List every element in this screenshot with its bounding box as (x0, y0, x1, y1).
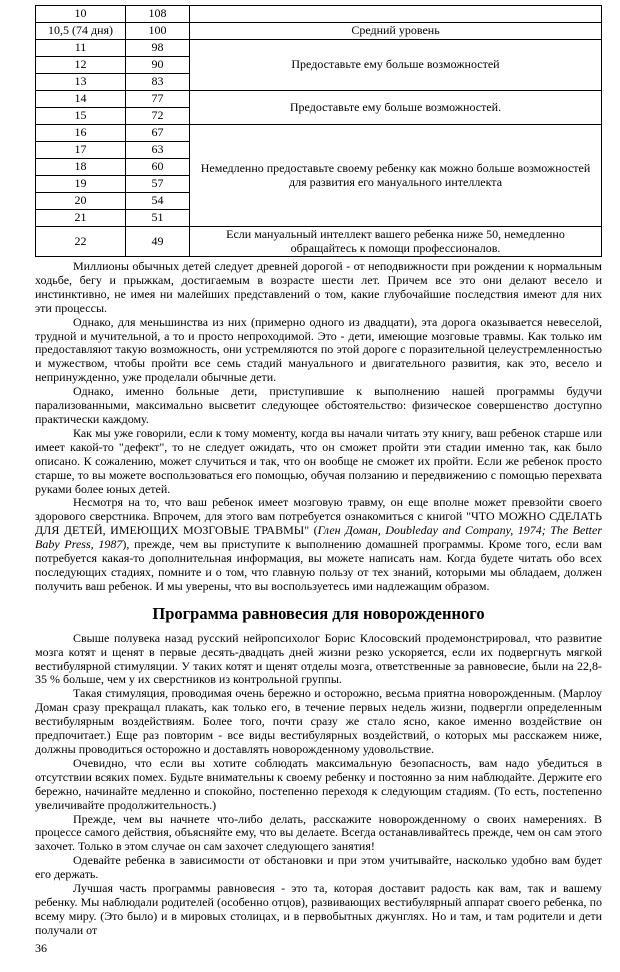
table-row (36, 23, 602, 40)
page-number: 36 (35, 940, 47, 955)
section-heading: Программа равновесия для новорожденного (152, 603, 485, 623)
table-row (36, 6, 602, 23)
age-cell: 13 (36, 74, 126, 91)
age-cell: 19 (36, 176, 126, 193)
table-row (36, 125, 602, 142)
body-section-2 (35, 632, 602, 938)
age-cell: 18 (36, 159, 126, 176)
paragraph: Такая стимуляция, проводимая очень бережно и осторожно, весьма приятна новорожденным. (Марлоу Доман сразу прекращал плакать, как только его, в течение первых недель жизни, подвергли определенным вестибулярным воздействиям. Более того, почти сразу же стало ясно, какое именно воздействие он предпочитает.) Еще раз повторим - все виды вестибулярных воздействий, о которых мы расскажем ниже, должны проводиться осторожно и доставлять новорожденному удовольствие. (35, 686, 602, 756)
age-cell: 11 (36, 40, 126, 57)
note-cell: Предоставьте ему больше возможностей (190, 40, 602, 91)
paragraph (35, 496, 602, 593)
age-cell: 15 (36, 108, 126, 125)
note-cell (190, 6, 602, 23)
score-cell: 108 (126, 6, 190, 23)
paragraph: Миллионы обычных детей следует древней дорогой - от неподвижности при рождении к нормальным ходьбе, бегу и прыжкам, достигаемым в возрасте шести лет. Причем все это они делают весело и инстинктивно, не имея ни малейших представлений о том, какие глубочайшие последствия имеют для них эти процессы. (35, 259, 602, 315)
table-row (36, 40, 602, 57)
score-cell: 100 (126, 23, 190, 40)
paragraph-text: ), прежде, чем вы приступите к выполнению домашней программы. Кроме того, если вам потребуется какая-то дополнительная информация, вы можете написать нам. Когда будете читать обо всех последующих стадиях, помните и о том, что главную пользу от тех знаний, которыми мы обладаем, должен получить ваш ребенок. И мы уверены, что вы воспользуетесь ими надлежащим образом. (35, 537, 602, 593)
paragraph: Лучшая часть программы равновесия - это та, которая доставит радость как вам, так и вашему ребенку. Мы наблюдали родителей (особенно отцов), развивающих вестибулярный аппарат своего ребенка, по всему миру. (Это было) и в мировых столицах, и в первобытных джунглях. Но и там, и там родители и дети получали от (35, 881, 602, 937)
age-cell: 21 (36, 210, 126, 227)
paragraph: Как мы уже говорили, если к тому моменту, когда вы начали читать эту книгу, ваш ребенок старше или имеет какой-то "дефект", то не следует ожидать, что он сможет пройти эти стадии именно так, как было описано. К сожалению, может случиться и так, что он вообще не сможет их пройти. Если же ребенок просто старше, то вы можете воспользоваться его помощью, обучая ползанию и передвижению с помощью перехвата руками более юных детей. (35, 425, 602, 496)
table-row (36, 91, 602, 108)
citation-italic: Глен Доман, Doubleday and Company, 1974; The Better Baby Press, 1987 (35, 523, 602, 552)
age-cell: 10 (36, 6, 126, 23)
age-cell: 22 (36, 227, 126, 257)
score-cell: 67 (126, 125, 190, 142)
score-cell: 57 (126, 176, 190, 193)
age-cell: 12 (36, 57, 126, 74)
score-cell: 49 (126, 227, 190, 257)
note-cell: Предоставьте ему больше возможностей. (190, 91, 602, 125)
age-cell: 16 (36, 125, 126, 142)
paragraph: Очевидно, что если вы хотите соблюдать максимальную безопасность, вам надо убедиться в отсутствии всяких помех. Будьте внимательны к своему ребенку и постоянно за ним наблюдайте. Держите его бережно, начинайте медленно и спокойно, постепенно переходя к следующим стадиям. (То есть, постепенно увеличивайте продолжительность.) (35, 755, 602, 812)
note-cell: Если мануальный интеллект вашего ребенка ниже 50, немедленно обращайтесь к помощи профессионалов. (190, 227, 602, 257)
score-cell: 60 (126, 159, 190, 176)
paragraph: Однако, для меньшинства из них (примерно одного из двадцати), эта дорога оказывается невеселой, трудной и мучительной, а то и просто непроходимой. Это - дети, имеющие мозговые травмы. Как только им предоставляют такую возможность, они устремляются по этой дороге с поразительной целеустремленностью и мужеством, чтобы пройти все семь стадий мануального и двигательного развития, как это, весело и непринужденно, уже проделали обычные дети. (35, 314, 602, 385)
paragraph-text: Несмотря на то, что ваш ребенок имеет мозговую травму, он еще вполне может превзойти своего здорового сверстника. Впрочем, для этого вам потребуется ознакомиться с книгой "ЧТО МОЖНО СДЕЛАТЬ ДЛЯ ДЕТЕЙ, ИМЕЮЩИХ МОЗГОВЫЕ ТРАВМЫ" ( (35, 495, 602, 538)
age-cell: 14 (36, 91, 126, 108)
score-cell: 63 (126, 142, 190, 159)
age-cell: 10,5 (74 дня) (36, 23, 126, 40)
note-cell: Немедленно предоставьте своему ребенку как можно больше возможностей для развития его мануального интеллекта (190, 125, 602, 227)
manual-intelligence-table (35, 5, 602, 257)
score-cell: 51 (126, 210, 190, 227)
score-cell: 83 (126, 74, 190, 91)
body-section-1 (35, 260, 602, 594)
paragraph: Одевайте ребенка в зависимости от обстановки и при этом учитывайте, насколько удобно вам будет его держать. (35, 853, 602, 882)
table-row (36, 227, 602, 257)
age-cell: 17 (36, 142, 126, 159)
paragraph: Прежде, чем вы начнете что-либо делать, расскажите новорожденному о своих намерениях. В процессе самого действия, объясняйте ему, что вы делаете. Всегда останавливайтесь прежде, чем он сам этого захочет. Только в этом случае он сам захочет следующего занятия! (35, 811, 602, 854)
age-cell: 20 (36, 193, 126, 210)
score-cell: 72 (126, 108, 190, 125)
score-cell: 98 (126, 40, 190, 57)
paragraph: Свыше полувека назад русский нейропсихолог Борис Клосовский продемонстрировал, что развитие мозга котят и щенят в первые десять-двадцать дней жизни резко ускоряется, если их подвергнуть мягкой вестибулярной стимуляции. У таких котят и щенят отделы мозга, ответственные за равновесие, были на 22,8-35 % больше, чем у их сверстников из контрольной группы. (35, 630, 602, 687)
paragraph: Однако, именно больные дети, приступившие к выполнению нашей программы будучи парализованными, максимально высветит следующее обстоятельство: физическое совершенство доступно практически каждому. (35, 384, 602, 426)
score-cell: 90 (126, 57, 190, 74)
score-cell: 77 (126, 91, 190, 108)
score-cell: 54 (126, 193, 190, 210)
note-cell: Средний уровень (190, 23, 602, 40)
